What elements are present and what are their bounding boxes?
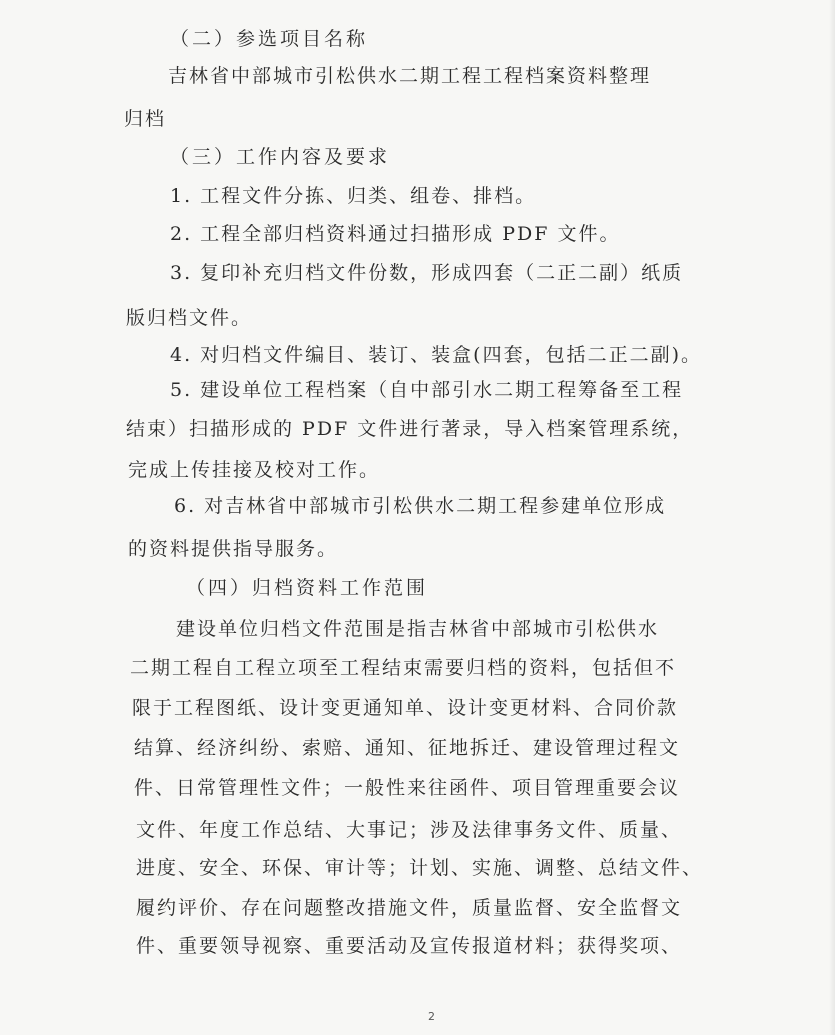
paragraph-line: 建设单位归档文件范围是指吉林省中部城市引松供水 (176, 618, 660, 640)
paragraph-line: 二期工程自工程立项至工程结束需要归档的资料，包括但不 (130, 657, 677, 679)
scan-shadow (829, 0, 835, 1035)
section-heading-2: （二）参选项目名称 (170, 28, 369, 50)
paragraph-line: 文件、年度工作总结、大事记；涉及法律事务文件、质量、 (136, 819, 683, 841)
section-heading-4: （四）归档资料工作范围 (186, 577, 429, 599)
paragraph-line: 件、日常管理性文件；一般性来往函件、项目管理重要会议 (134, 777, 681, 799)
paragraph-line: 归档 (124, 108, 167, 130)
section-heading-3: （三）工作内容及要求 (170, 146, 391, 168)
paragraph-line: 进度、安全、环保、审计等；计划、实施、调整、总结文件、 (136, 857, 704, 879)
list-item-continuation: 版归档文件。 (126, 307, 253, 329)
list-item-continuation: 结束）扫描形成的 PDF 文件进行著录，导入档案管理系统， (126, 418, 694, 440)
list-item: 4. 对归档文件编目、装订、装盒(四套，包括二正二副)。 (170, 344, 702, 366)
paragraph-line: 履约评价、存在问题整改措施文件，质量监督、安全监督文 (136, 897, 683, 919)
list-item-continuation: 的资料提供指导服务。 (128, 538, 339, 560)
list-item: 1. 工程文件分拣、归类、组卷、排档。 (170, 185, 537, 207)
paragraph-line: 件、重要领导视察、重要活动及宣传报道材料；获得奖项、 (136, 935, 683, 957)
list-item: 3. 复印补充归档文件份数，形成四套（二正二副）纸质 (170, 262, 684, 284)
list-item-continuation: 完成上传挂接及校对工作。 (128, 459, 381, 481)
list-item: 2. 工程全部归档资料通过扫描形成 PDF 文件。 (170, 223, 621, 245)
list-item: 5. 建设单位工程档案（自中部引水二期工程筹备至工程 (170, 379, 684, 401)
paragraph-line: 限于工程图纸、设计变更通知单、设计变更材料、合同价款 (132, 697, 679, 719)
paragraph-line: 吉林省中部城市引松供水二期工程工程档案资料整理 (168, 65, 652, 87)
list-item: 6. 对吉林省中部城市引松供水二期工程参建单位形成 (174, 495, 667, 517)
page-number: 2 (428, 1010, 435, 1023)
paragraph-line: 结算、经济纠纷、索赔、通知、征地拆迁、建设管理过程文 (134, 737, 681, 759)
